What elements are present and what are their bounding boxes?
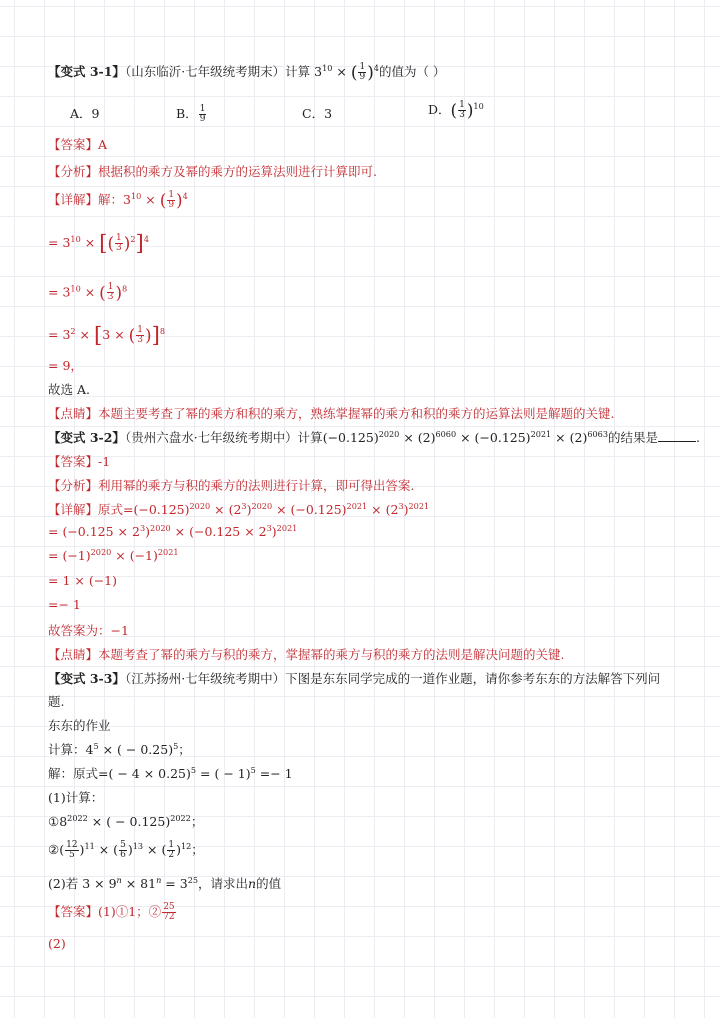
q2-step-2: = $(-1)^{2020} \times (-1)^{2021}$ [48,546,179,563]
q2-label: 【变式 3-2】 [48,430,125,445]
q2-step-1: = $(-0.125 \times 2^3)^{2020} \times (-0.125 \times 2^3)^{2021}$ [48,522,298,539]
q3-label: 【变式 3-3】 [48,671,125,686]
q3-part-2: (2)若 $3 \times 9^n \times 81^n = 3^{25}$，请求出n的值 [48,874,282,891]
q3-stem: 【变式 3-3】（江苏扬州·七年级统考期中）下图是东东同学完成的一道作业题，请你参考东东的方法解答下列问 [48,671,661,686]
q3-answer-part-2: (2) [48,936,66,951]
q1-stem [48,62,445,82]
q1-step-3: = $3^2 \times [3$ × ( $\frac{1}{3}$ )]$^8$ [48,323,166,348]
q1-step-1: = $3^{10}$ × [( $\frac{1}{3}$ )$^2$]$^4$ [48,231,149,256]
q1-stem-post: 的值为（ ） [378,64,446,79]
q1-label: 【变式 3-1】 [48,64,125,79]
q2-blank [658,429,696,442]
q3-homework-title: 东东的作业 [48,718,111,733]
q3-part-1-item-1: $①8^{2022}$ × ( − 0.125)$^{2022}$； [48,812,204,829]
q3-stem-cont: 题. [48,694,65,709]
q1-conclusion: 故选 A. [48,382,90,397]
q2-step-3: = 1 × (−1) [48,573,118,588]
q2-detail: 【详解】原式$=(-0.125)^{2020} \times (2^3)^{2020} \times (-0.125)^{2021} \times (2^3)^{2021}$ [48,500,430,517]
q3-homework-calc: 计算：$4^5$ × ( − 0.25)$^5$； [48,740,191,757]
q1-analysis: 【分析】根据积的乘方及幂的乘方的运算法则进行计算即可. [48,164,377,179]
q1-option-b: B． $\frac{1}{9}$ [176,103,206,124]
q1-step-4: = 9， [48,358,83,373]
q2-source: （贵州六盘水·七年级统考期中） [124,430,298,445]
q3-source: （江苏扬州·七年级统考期中） [124,671,286,686]
q1-expression: $3^{10}$ × ( $\frac{1}{9}$ )$^4$ [314,61,379,83]
q1-answer: 【答案】A [48,137,108,152]
q2-conclusion: 故答案为：−1 [48,623,129,638]
q1-detail: 【详解】解：$3^{10}$ × ( $\frac{1}{9}$ )$^4$ [48,189,188,211]
q1-step-2: = $3^{10}$ × ( $\frac{1}{3}$ )$^8$ [48,282,128,303]
q1-option-d: D．( $\frac{1}{3}$ )$^{10}$ [428,99,484,121]
q2-answer: 【答案】-1 [48,454,111,469]
q3-part-1: (1)计算： [48,790,104,805]
q3-answer: 【答案】(1)①1；② $\frac{25}{72}$ [48,901,175,922]
q1-stem-pre: 计算 [285,64,311,79]
q3-homework-solution: 解：原式=( − 4 × 0.25)$^5$ = ( − 1)$^5$ =− 1 [48,764,293,781]
q2-stem: 【变式 3-2】（贵州六盘水·七年级统考期中）计算$(-0.125)^{2020} \times (2)^{6060} \times (-0.125)^{2021} \times (2)^{6063}$的结果是 . [48,428,700,445]
q2-comment: 【点睛】本题考查了幂的乘方与积的乘方，掌握幂的乘方与积的乘方的法则是解决问题的关键. [48,647,565,662]
q1-option-c: C．3 [302,106,333,121]
q3-part-1-item-2: ②( $\frac{12}{5}$ )$^{11}$ × ( $\frac{5}{6}$ )$^{13}$ × ( $\frac{1}{2}$ )$^{12}$； [48,839,204,860]
q1-source: （山东临沂·七年级统考期末） [124,64,286,79]
q2-expression: $(-0.125)^{2020} \times (2)^{6060} \times (-0.125)^{2021} \times (2)^{6063}$ [322,428,608,445]
q2-step-4: =− 1 [48,597,81,612]
q1-comment: 【点睛】本题主要考查了幂的乘方和积的乘方，熟练掌握幂的乘方和积的乘方的运算法则是解题的关键. [48,406,615,421]
q1-option-a: A．9 [70,106,100,121]
q2-analysis: 【分析】利用幂的乘方与积的乘方的法则进行计算，即可得出答案. [48,478,415,493]
